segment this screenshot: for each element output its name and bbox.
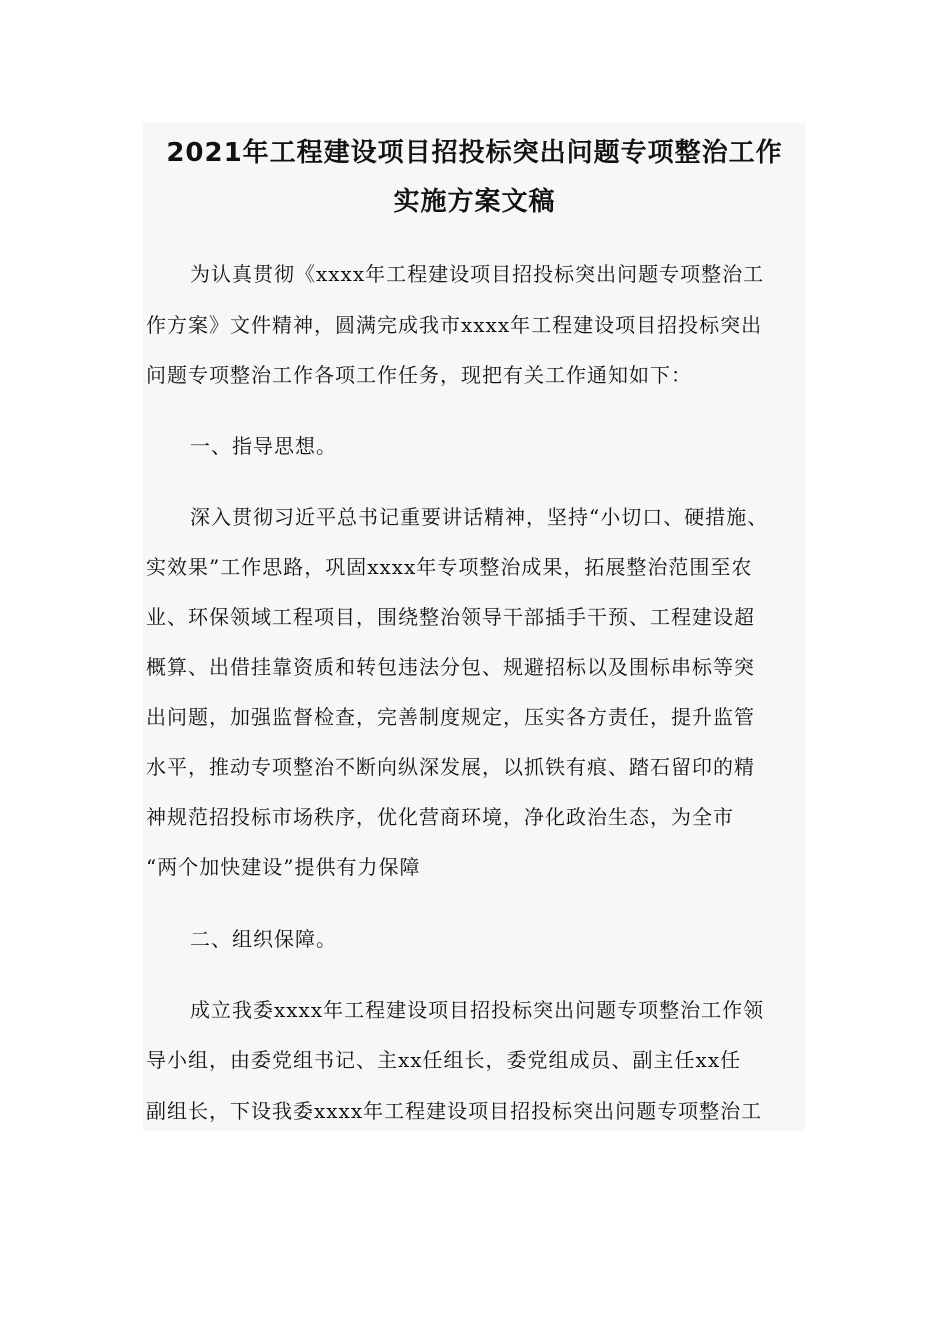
paragraph-line: 为认真贯彻《xxxx年工程建设项目招投标突出问题专项整治工 xyxy=(190,262,765,286)
paragraph-line: 成立我委xxxx年工程建设项目招投标突出问题专项整治工作领 xyxy=(190,998,765,1022)
paragraph-line: 概算、出借挂靠资质和转包违法分包、规避招标以及围标串标等突 xyxy=(146,655,755,679)
paragraph-line: “两个加快建设”提供有力保障 xyxy=(146,855,421,879)
paragraph-line: 业、环保领域工程项目，围绕整治领导干部插手干预、工程建设超 xyxy=(146,605,755,629)
document-title-line-1: 2021年工程建设项目招投标突出问题专项整治工作 xyxy=(166,138,783,168)
section-heading-2: 二、组织保障。 xyxy=(190,927,337,951)
paragraph-line: 导小组，由委党组书记、主xx任组长，委党组成员、副主任xx任 xyxy=(146,1048,742,1072)
paragraph-line: 作方案》文件精神，圆满完成我市xxxx年工程建设项目招投标突出 xyxy=(146,313,763,337)
paragraph-line: 深入贯彻习近平总书记重要讲话精神，坚持“小切口、硬措施、 xyxy=(190,505,769,529)
paragraph-line: 副组长，下设我委xxxx年工程建设项目招投标突出问题专项整治工 xyxy=(146,1099,763,1123)
document-title-line-2: 实施方案文稿 xyxy=(393,187,556,217)
section-heading-1: 一、指导思想。 xyxy=(190,434,337,458)
paragraph-line: 实效果”工作思路，巩固xxxx年专项整治成果，拓展整治范围至农 xyxy=(146,555,753,579)
paragraph-line: 问题专项整治工作各项工作任务，现把有关工作通知如下： xyxy=(146,363,692,387)
paragraph-line: 出问题，加强监督检查，完善制度规定，压实各方责任，提升监管 xyxy=(146,705,755,729)
paragraph-line: 水平，推动专项整治不断向纵深发展，以抓铁有痕、踏石留印的精 xyxy=(146,755,755,779)
paragraph-line: 神规范招投标市场秩序，优化营商环境，净化政治生态，为全市 xyxy=(146,805,734,829)
